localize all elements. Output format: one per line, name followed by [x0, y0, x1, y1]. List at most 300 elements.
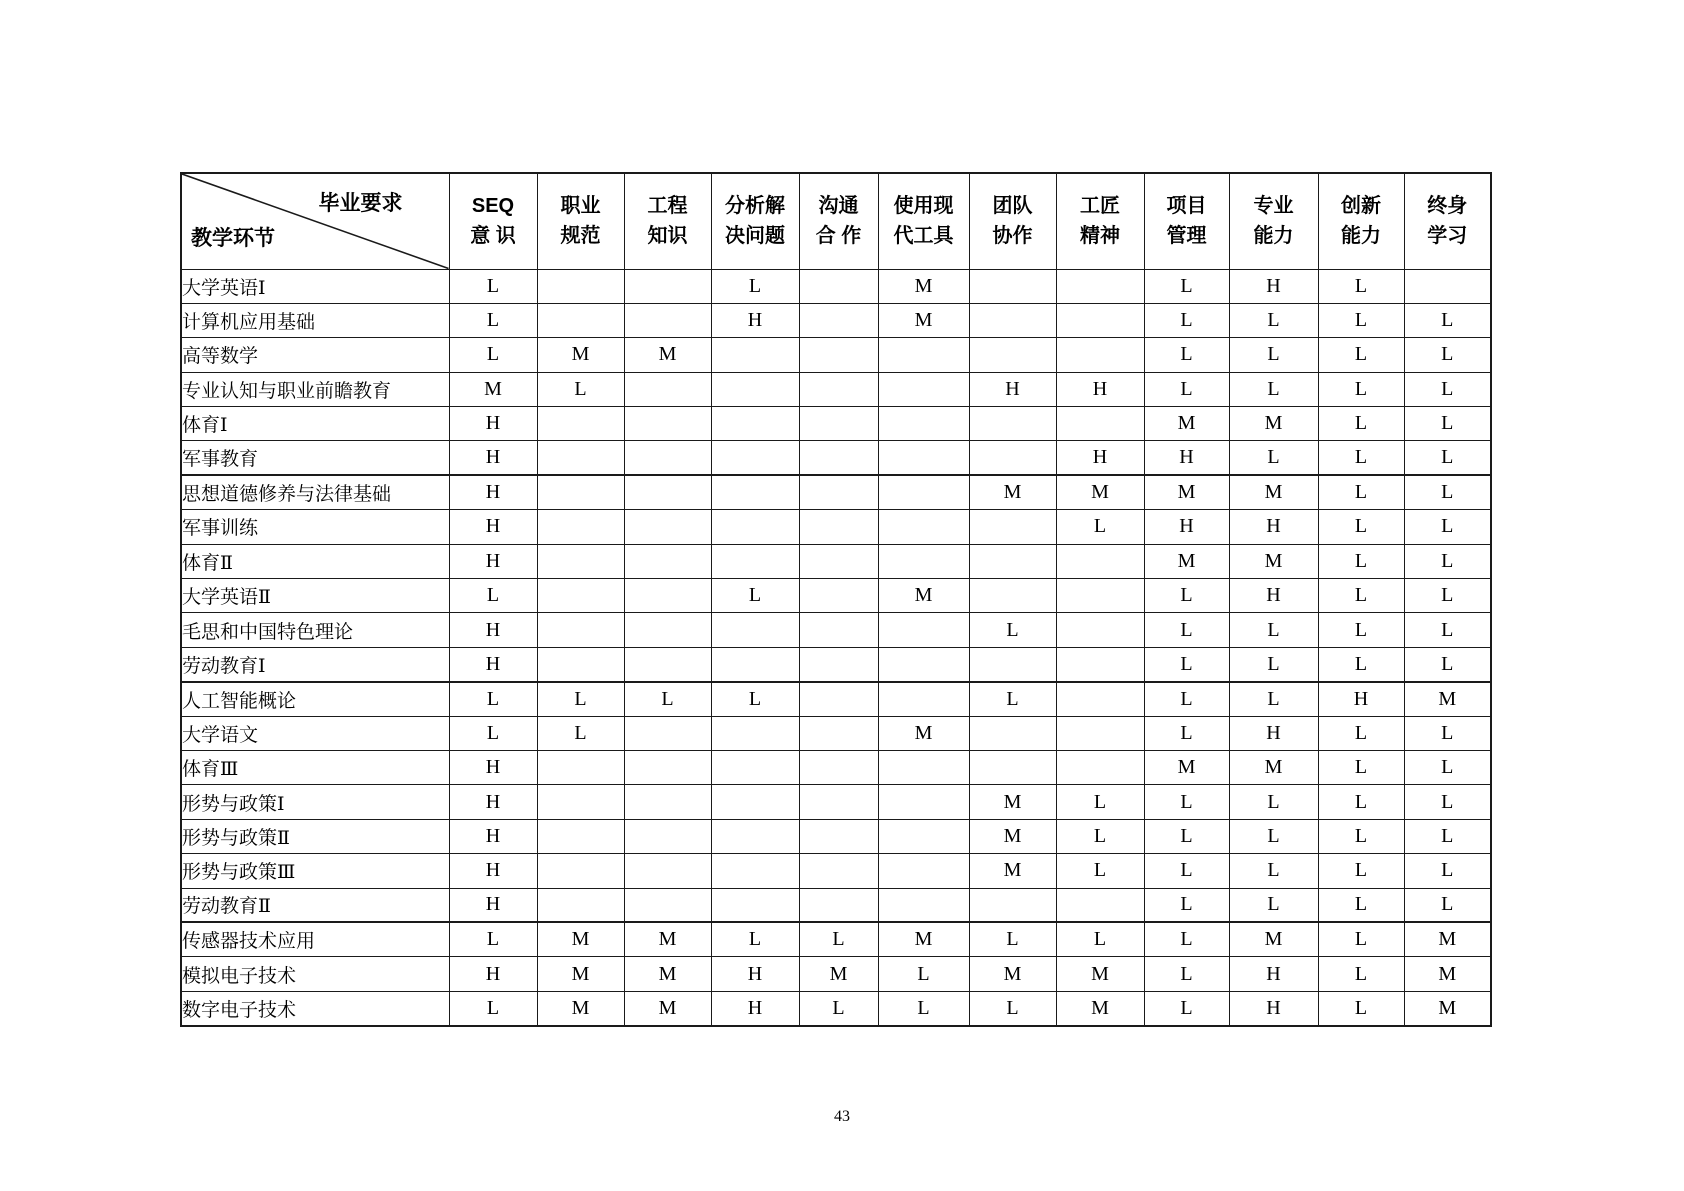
corner-label-graduation-requirements: 毕业要求	[318, 192, 403, 215]
matrix-value-cell: L	[1144, 957, 1229, 991]
matrix-value-cell: L	[1229, 854, 1318, 888]
matrix-value-cell: M	[969, 957, 1056, 991]
matrix-value-cell	[969, 338, 1056, 372]
table-row	[181, 407, 1491, 441]
matrix-value-cell: M	[969, 785, 1056, 819]
matrix-value-cell	[711, 854, 799, 888]
matrix-value-cell: L	[1404, 338, 1491, 372]
matrix-value-cell	[711, 441, 799, 475]
matrix-value-cell: H	[1229, 579, 1318, 613]
matrix-value-cell	[624, 269, 711, 303]
matrix-value-cell: L	[1404, 407, 1491, 441]
matrix-value-cell: L	[1229, 441, 1318, 475]
matrix-value-cell: L	[1404, 475, 1491, 509]
matrix-value-cell: M	[969, 819, 1056, 853]
matrix-value-cell	[624, 407, 711, 441]
table-row	[181, 579, 1491, 613]
matrix-value-cell: H	[449, 613, 537, 647]
matrix-value-cell: L	[1229, 303, 1318, 337]
matrix-value-cell	[537, 407, 624, 441]
matrix-value-cell	[1056, 338, 1144, 372]
header-row	[181, 173, 1491, 269]
column-header-line2: 能力	[1253, 225, 1294, 248]
matrix-value-cell: L	[1229, 647, 1318, 681]
matrix-value-cell: H	[449, 647, 537, 681]
matrix-value-cell	[799, 544, 878, 578]
course-requirement-matrix	[180, 172, 1492, 1027]
matrix-value-cell: M	[624, 338, 711, 372]
matrix-value-cell: H	[1229, 269, 1318, 303]
matrix-value-cell	[537, 785, 624, 819]
matrix-value-cell: L	[1318, 957, 1404, 991]
matrix-value-cell: L	[1144, 647, 1229, 681]
column-header-line1: 职业	[560, 195, 601, 218]
corner-label-teaching-activities: 教学环节	[191, 226, 275, 250]
column-header-line1: 团队	[992, 195, 1033, 218]
column-header-line2: 意 识	[470, 225, 516, 248]
matrix-value-cell	[878, 785, 969, 819]
matrix-value-cell	[624, 372, 711, 406]
matrix-value-cell: H	[449, 441, 537, 475]
course-name-cell: 形势与政策Ⅱ	[181, 819, 449, 853]
course-name-cell: 军事训练	[181, 510, 449, 544]
matrix-value-cell	[711, 338, 799, 372]
matrix-value-cell	[799, 854, 878, 888]
matrix-value-cell: H	[711, 957, 799, 991]
matrix-value-cell	[1056, 888, 1144, 922]
matrix-value-cell	[1056, 303, 1144, 337]
matrix-value-cell: L	[1404, 613, 1491, 647]
matrix-value-cell	[799, 338, 878, 372]
matrix-value-cell: L	[1404, 579, 1491, 613]
matrix-value-cell: M	[1229, 544, 1318, 578]
matrix-value-cell	[537, 510, 624, 544]
matrix-value-cell: L	[1318, 372, 1404, 406]
matrix-value-cell: H	[1144, 510, 1229, 544]
matrix-value-cell	[537, 647, 624, 681]
table-row	[181, 441, 1491, 475]
matrix-value-cell	[711, 372, 799, 406]
matrix-value-cell: L	[1318, 303, 1404, 337]
matrix-value-cell	[878, 750, 969, 784]
column-header-line2: 知识	[647, 225, 688, 248]
table-row	[181, 372, 1491, 406]
course-name-cell: 传感器技术应用	[181, 922, 449, 956]
course-name-cell: 专业认知与职业前瞻教育	[181, 372, 449, 406]
matrix-value-cell: M	[969, 854, 1056, 888]
course-name-cell: 毛思和中国特色理论	[181, 613, 449, 647]
matrix-value-cell: L	[449, 303, 537, 337]
matrix-value-cell: L	[1229, 372, 1318, 406]
matrix-value-cell: L	[449, 682, 537, 716]
matrix-value-cell	[878, 338, 969, 372]
table-row	[181, 475, 1491, 509]
matrix-body	[181, 269, 1491, 1026]
matrix-value-cell: L	[1144, 338, 1229, 372]
matrix-value-cell	[799, 613, 878, 647]
matrix-value-cell: M	[1229, 475, 1318, 509]
matrix-value-cell	[878, 475, 969, 509]
matrix-value-cell	[969, 716, 1056, 750]
matrix-value-cell: L	[1318, 613, 1404, 647]
column-header	[799, 173, 878, 269]
matrix-value-cell: L	[1144, 372, 1229, 406]
column-header-line1: 使用现	[893, 195, 954, 218]
table-row	[181, 613, 1491, 647]
matrix-value-cell: H	[449, 544, 537, 578]
course-name-cell: 高等数学	[181, 338, 449, 372]
table-row	[181, 682, 1491, 716]
matrix-value-cell	[624, 544, 711, 578]
matrix-value-cell: M	[1229, 750, 1318, 784]
matrix-value-cell: M	[799, 957, 878, 991]
matrix-value-cell: L	[1404, 785, 1491, 819]
matrix-value-cell: L	[1056, 785, 1144, 819]
matrix-value-cell	[537, 750, 624, 784]
column-header-line2: 决问题	[725, 225, 785, 248]
matrix-value-cell: L	[1404, 854, 1491, 888]
matrix-value-cell: M	[537, 991, 624, 1025]
matrix-value-cell: H	[1229, 510, 1318, 544]
matrix-value-cell	[624, 785, 711, 819]
matrix-value-cell: M	[624, 991, 711, 1025]
matrix-value-cell	[799, 475, 878, 509]
column-header	[1056, 173, 1144, 269]
matrix-value-cell: L	[1318, 475, 1404, 509]
course-name-cell: 人工智能概论	[181, 682, 449, 716]
matrix-value-cell	[969, 441, 1056, 475]
column-header-line1: 工匠	[1080, 195, 1120, 218]
matrix-value-cell: M	[1144, 475, 1229, 509]
column-header-line2: 管理	[1166, 225, 1207, 248]
matrix-header	[181, 173, 1491, 269]
table-row	[181, 991, 1491, 1025]
matrix-value-cell	[799, 750, 878, 784]
column-header-line2: 合 作	[815, 225, 862, 248]
matrix-value-cell	[537, 475, 624, 509]
column-header	[624, 173, 711, 269]
matrix-value-cell	[799, 303, 878, 337]
matrix-value-cell	[1056, 407, 1144, 441]
matrix-value-cell	[969, 888, 1056, 922]
matrix-value-cell: H	[1229, 716, 1318, 750]
matrix-value-cell	[878, 510, 969, 544]
matrix-value-cell: L	[1318, 819, 1404, 853]
matrix-value-cell: L	[1318, 338, 1404, 372]
matrix-value-cell	[799, 647, 878, 681]
matrix-value-cell	[537, 303, 624, 337]
matrix-value-cell	[799, 510, 878, 544]
matrix-value-cell: H	[1318, 682, 1404, 716]
matrix-value-cell: L	[969, 613, 1056, 647]
matrix-value-cell	[711, 785, 799, 819]
matrix-value-cell: H	[449, 750, 537, 784]
column-header	[1318, 173, 1404, 269]
table-row	[181, 303, 1491, 337]
matrix-value-cell: H	[969, 372, 1056, 406]
matrix-value-cell	[711, 407, 799, 441]
course-name-cell: 数字电子技术	[181, 991, 449, 1025]
matrix-value-cell: L	[449, 991, 537, 1025]
course-name-cell: 形势与政策Ⅲ	[181, 854, 449, 888]
matrix-value-cell	[799, 441, 878, 475]
matrix-value-cell: L	[449, 338, 537, 372]
matrix-value-cell: L	[449, 269, 537, 303]
matrix-value-cell	[1056, 613, 1144, 647]
matrix-value-cell	[711, 750, 799, 784]
matrix-value-cell: L	[1318, 647, 1404, 681]
matrix-value-cell	[624, 716, 711, 750]
course-name-cell: 计算机应用基础	[181, 303, 449, 337]
course-name-cell: 大学英语Ⅰ	[181, 269, 449, 303]
matrix-value-cell	[799, 785, 878, 819]
column-header	[711, 173, 799, 269]
table-row	[181, 647, 1491, 681]
matrix-value-cell: M	[1144, 750, 1229, 784]
matrix-value-cell	[624, 579, 711, 613]
matrix-value-cell: M	[878, 303, 969, 337]
column-header	[878, 173, 969, 269]
matrix-value-cell: L	[1144, 854, 1229, 888]
matrix-value-cell: H	[449, 407, 537, 441]
matrix-value-cell: L	[1229, 338, 1318, 372]
matrix-value-cell: H	[1056, 372, 1144, 406]
matrix-value-cell	[711, 716, 799, 750]
matrix-value-cell: L	[1229, 785, 1318, 819]
matrix-value-cell: L	[1404, 647, 1491, 681]
matrix-value-cell: L	[1144, 888, 1229, 922]
matrix-value-cell	[711, 510, 799, 544]
course-name-cell: 军事教育	[181, 441, 449, 475]
column-header-line2: 学习	[1427, 225, 1468, 248]
matrix-value-cell	[537, 888, 624, 922]
matrix-value-cell	[537, 269, 624, 303]
matrix-value-cell: L	[537, 716, 624, 750]
matrix-value-cell: L	[1144, 922, 1229, 956]
matrix-value-cell: L	[878, 957, 969, 991]
course-name-cell: 劳动教育Ⅱ	[181, 888, 449, 922]
matrix-value-cell: L	[1144, 785, 1229, 819]
matrix-value-cell	[537, 579, 624, 613]
matrix-value-cell: M	[537, 957, 624, 991]
matrix-value-cell	[537, 441, 624, 475]
matrix-value-cell: L	[799, 922, 878, 956]
column-header-line1: 专业	[1253, 195, 1294, 218]
matrix-value-cell	[799, 682, 878, 716]
matrix-value-cell: L	[1404, 372, 1491, 406]
matrix-value-cell	[1056, 579, 1144, 613]
matrix-value-cell: M	[1404, 991, 1491, 1025]
matrix-value-cell: M	[1229, 407, 1318, 441]
matrix-value-cell: L	[1318, 888, 1404, 922]
matrix-value-cell: H	[449, 957, 537, 991]
matrix-value-cell	[624, 303, 711, 337]
column-header-line2: 规范	[560, 225, 601, 248]
matrix-value-cell: L	[1318, 269, 1404, 303]
matrix-value-cell	[711, 544, 799, 578]
matrix-value-cell	[799, 269, 878, 303]
table-row	[181, 922, 1491, 956]
matrix-value-cell: L	[1404, 716, 1491, 750]
table-row	[181, 854, 1491, 888]
matrix-value-cell: L	[537, 682, 624, 716]
matrix-value-cell: L	[1229, 613, 1318, 647]
matrix-value-cell	[624, 613, 711, 647]
column-header	[1229, 173, 1318, 269]
matrix-value-cell: L	[449, 579, 537, 613]
matrix-value-cell: M	[449, 372, 537, 406]
column-header-line2: 能力	[1341, 225, 1381, 248]
matrix-value-cell	[1056, 647, 1144, 681]
matrix-value-cell	[1056, 682, 1144, 716]
matrix-value-cell: L	[1318, 785, 1404, 819]
matrix-value-cell: M	[878, 716, 969, 750]
matrix-value-cell	[1056, 750, 1144, 784]
matrix-value-cell: H	[711, 991, 799, 1025]
matrix-value-cell: L	[1404, 441, 1491, 475]
matrix-value-cell: L	[711, 922, 799, 956]
matrix-value-cell	[969, 544, 1056, 578]
matrix-value-cell: L	[1144, 613, 1229, 647]
matrix-value-cell: L	[1318, 544, 1404, 578]
matrix-value-cell	[1056, 544, 1144, 578]
matrix-value-cell	[878, 888, 969, 922]
matrix-value-cell: H	[449, 785, 537, 819]
matrix-table	[180, 172, 1492, 1027]
matrix-value-cell	[624, 750, 711, 784]
matrix-value-cell	[878, 544, 969, 578]
matrix-value-cell: L	[711, 682, 799, 716]
matrix-value-cell	[878, 819, 969, 853]
matrix-value-cell	[878, 613, 969, 647]
course-name-cell: 思想道德修养与法律基础	[181, 475, 449, 509]
table-row	[181, 785, 1491, 819]
matrix-value-cell: L	[1056, 819, 1144, 853]
matrix-value-cell: L	[1404, 303, 1491, 337]
matrix-value-cell: L	[711, 579, 799, 613]
course-name-cell: 形势与政策Ⅰ	[181, 785, 449, 819]
table-row	[181, 544, 1491, 578]
column-header-line2: 精神	[1080, 225, 1120, 248]
matrix-value-cell: L	[1144, 991, 1229, 1025]
matrix-value-cell	[624, 475, 711, 509]
matrix-value-cell	[799, 372, 878, 406]
matrix-value-cell: H	[449, 475, 537, 509]
matrix-value-cell: L	[1318, 510, 1404, 544]
matrix-value-cell: L	[1229, 819, 1318, 853]
matrix-value-cell: L	[537, 372, 624, 406]
matrix-value-cell: L	[1318, 579, 1404, 613]
matrix-value-cell	[799, 819, 878, 853]
matrix-value-cell: M	[1056, 957, 1144, 991]
column-header-line1: 创新	[1341, 195, 1381, 218]
matrix-value-cell: M	[1404, 957, 1491, 991]
matrix-value-cell	[624, 888, 711, 922]
matrix-value-cell: L	[449, 922, 537, 956]
matrix-value-cell: L	[1056, 854, 1144, 888]
matrix-value-cell: M	[1144, 407, 1229, 441]
matrix-value-cell: H	[1056, 441, 1144, 475]
matrix-value-cell: M	[878, 269, 969, 303]
matrix-value-cell: L	[1404, 510, 1491, 544]
matrix-value-cell: M	[537, 922, 624, 956]
matrix-value-cell: L	[878, 991, 969, 1025]
column-header-line1: 沟通	[818, 195, 859, 218]
matrix-value-cell: M	[1144, 544, 1229, 578]
matrix-value-cell	[537, 613, 624, 647]
table-row	[181, 269, 1491, 303]
matrix-value-cell	[711, 613, 799, 647]
matrix-value-cell: M	[624, 957, 711, 991]
column-header	[449, 173, 537, 269]
course-name-cell: 劳动教育Ⅰ	[181, 647, 449, 681]
course-name-cell: 体育Ⅱ	[181, 544, 449, 578]
matrix-value-cell	[878, 372, 969, 406]
matrix-value-cell	[624, 510, 711, 544]
matrix-value-cell: L	[1404, 819, 1491, 853]
matrix-value-cell	[799, 888, 878, 922]
matrix-value-cell: L	[1144, 716, 1229, 750]
course-name-cell: 大学英语Ⅱ	[181, 579, 449, 613]
matrix-value-cell: H	[449, 854, 537, 888]
matrix-value-cell: L	[1318, 716, 1404, 750]
matrix-value-cell: L	[1318, 750, 1404, 784]
matrix-value-cell	[1056, 269, 1144, 303]
matrix-value-cell: M	[1229, 922, 1318, 956]
table-row	[181, 888, 1491, 922]
column-header	[1144, 173, 1229, 269]
matrix-value-cell: L	[1318, 991, 1404, 1025]
matrix-value-cell	[969, 750, 1056, 784]
matrix-value-cell	[624, 647, 711, 681]
matrix-value-cell: L	[1144, 819, 1229, 853]
matrix-value-cell: L	[1318, 441, 1404, 475]
matrix-value-cell	[799, 716, 878, 750]
matrix-value-cell: L	[1056, 510, 1144, 544]
matrix-value-cell	[969, 303, 1056, 337]
matrix-value-cell	[1056, 716, 1144, 750]
matrix-value-cell	[969, 510, 1056, 544]
matrix-value-cell: H	[449, 819, 537, 853]
matrix-value-cell: L	[711, 269, 799, 303]
matrix-value-cell: L	[1144, 269, 1229, 303]
matrix-value-cell: M	[537, 338, 624, 372]
column-header	[537, 173, 624, 269]
matrix-value-cell	[799, 407, 878, 441]
matrix-value-cell: L	[799, 991, 878, 1025]
matrix-value-cell	[711, 647, 799, 681]
matrix-value-cell: M	[1056, 475, 1144, 509]
matrix-value-cell	[878, 682, 969, 716]
matrix-value-cell: L	[624, 682, 711, 716]
matrix-value-cell: M	[969, 475, 1056, 509]
matrix-value-cell: L	[1318, 407, 1404, 441]
matrix-value-cell	[537, 854, 624, 888]
matrix-value-cell	[799, 579, 878, 613]
matrix-value-cell	[711, 819, 799, 853]
matrix-value-cell: L	[1144, 682, 1229, 716]
column-header-line1: 终身	[1427, 195, 1468, 218]
matrix-value-cell	[1404, 269, 1491, 303]
matrix-value-cell	[878, 441, 969, 475]
matrix-value-cell: H	[711, 303, 799, 337]
matrix-value-cell: H	[449, 888, 537, 922]
matrix-value-cell: L	[1404, 750, 1491, 784]
matrix-value-cell	[537, 819, 624, 853]
course-name-cell: 大学语文	[181, 716, 449, 750]
column-header-line2: 协作	[992, 225, 1033, 248]
matrix-value-cell: L	[1318, 854, 1404, 888]
